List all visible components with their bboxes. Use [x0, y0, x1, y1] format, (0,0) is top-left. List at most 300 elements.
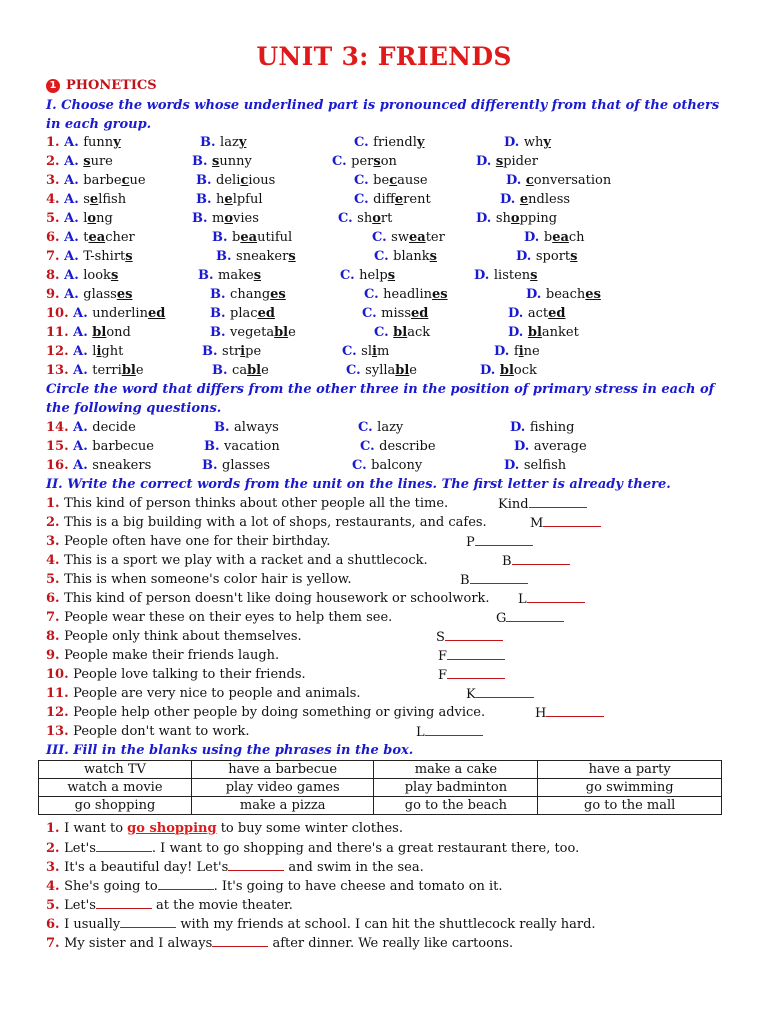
- underlined-part: es: [270, 287, 286, 302]
- word-part: l: [92, 344, 97, 359]
- first-letter: M: [530, 516, 544, 531]
- question-row: [0, 266, 768, 285]
- underlined-part: ed: [548, 306, 566, 321]
- option: [192, 209, 259, 228]
- option: [506, 171, 611, 190]
- question-row: [0, 171, 768, 190]
- option: [474, 266, 537, 285]
- word-part: str: [222, 344, 241, 359]
- vocab-question: [46, 551, 428, 570]
- word-part: pping: [519, 211, 558, 226]
- question-number: 12.: [46, 344, 74, 359]
- word-part: sl: [361, 344, 373, 359]
- question-number: 2.: [46, 515, 65, 530]
- first-letter: F: [438, 668, 448, 683]
- underlined-part: s: [288, 249, 296, 264]
- word-part: b: [543, 230, 553, 245]
- option-word: average: [533, 439, 587, 454]
- answer-blank: [447, 665, 505, 679]
- sentence-end: with my friends at school. I can hit the shuttlecock really hard.: [176, 917, 596, 932]
- question-number: 14.: [46, 420, 74, 435]
- option-letter: C.: [352, 458, 372, 473]
- question-row: [0, 456, 768, 475]
- option-letter: B.: [204, 439, 225, 454]
- sentence-end: after dinner. We really like cartoons.: [268, 936, 514, 951]
- word-part: beach: [545, 287, 586, 302]
- fill-question: [46, 933, 513, 952]
- underlined-part: bl: [395, 363, 410, 378]
- word-part: ne: [523, 344, 540, 359]
- option-word: always: [234, 420, 279, 435]
- question-text: People wear these on their eyes to help them see.: [64, 610, 393, 625]
- word-part: friendl: [373, 135, 417, 150]
- underlined-part: bl: [393, 325, 408, 340]
- question-text: This is a big building with a lot of shops, restaurants, and cafes.: [64, 515, 487, 530]
- option: [342, 342, 389, 361]
- sentence-start: It's a beautiful day! Let's: [64, 860, 229, 875]
- option-letter: A.: [64, 287, 84, 302]
- option: [216, 247, 296, 266]
- answer-blank: [425, 722, 483, 736]
- question-row: [0, 228, 768, 247]
- option-letter: C.: [354, 135, 374, 150]
- option-letter: D.: [476, 211, 496, 226]
- question-number: 3.: [46, 860, 65, 875]
- phrase-cell: have a barbecue: [191, 761, 374, 779]
- option-letter: D.: [480, 363, 500, 378]
- word-part: ng: [96, 211, 113, 226]
- underlined-part: e: [89, 192, 99, 207]
- question-number: 6.: [46, 917, 65, 932]
- word-part: blank: [393, 249, 430, 264]
- sentence-start: I want to: [64, 821, 128, 836]
- word-part: ter: [425, 230, 445, 245]
- option: [346, 361, 417, 380]
- question-text: People love talking to their friends.: [73, 667, 306, 682]
- underlined-part: e: [519, 192, 529, 207]
- underlined-part: s: [495, 154, 504, 169]
- option: [354, 171, 428, 190]
- option: [204, 437, 280, 456]
- option-letter: B.: [210, 325, 231, 340]
- option: [508, 304, 566, 323]
- option: [46, 171, 146, 190]
- option-letter: C.: [346, 363, 366, 378]
- option-letter: B.: [198, 268, 219, 283]
- word-part: vies: [233, 211, 259, 226]
- option-letter: D.: [514, 439, 534, 454]
- word-part: act: [527, 306, 549, 321]
- option: [332, 152, 397, 171]
- word-part: sylla: [365, 363, 396, 378]
- option: [210, 304, 275, 323]
- option: [196, 171, 275, 190]
- answer-blank: [476, 684, 534, 698]
- word-part: pe: [245, 344, 262, 359]
- answer-line: [498, 494, 587, 513]
- option-letter: C.: [338, 211, 358, 226]
- option-letter: B.: [210, 306, 231, 321]
- option-letter: C.: [374, 249, 394, 264]
- underlined-part: s: [530, 268, 538, 283]
- option-letter: A.: [64, 173, 84, 188]
- option-letter: B.: [210, 287, 231, 302]
- option: [476, 209, 557, 228]
- option: [526, 285, 601, 304]
- option-word: barbecue: [92, 439, 154, 454]
- word-part: ack: [407, 325, 431, 340]
- word-part: cher: [105, 230, 135, 245]
- option-word: lazy: [377, 420, 404, 435]
- option-letter: C.: [364, 287, 384, 302]
- option: [510, 418, 574, 437]
- word-part: l: [83, 211, 88, 226]
- phrase-cell: watch TV: [39, 761, 192, 779]
- word-part: rent: [403, 192, 431, 207]
- option-letter: B.: [200, 135, 221, 150]
- option: [192, 152, 252, 171]
- option-letter: A.: [73, 306, 93, 321]
- option-letter: C.: [362, 306, 382, 321]
- question-number: 5.: [46, 211, 65, 226]
- vocab-question: [46, 722, 250, 741]
- sentence-end: . I want to go shopping and there's a great restaurant there, too.: [151, 841, 580, 856]
- answer-line: [416, 722, 483, 741]
- option: [504, 133, 551, 152]
- answer-line: [496, 608, 564, 627]
- option-word: describe: [379, 439, 436, 454]
- word-part: terri: [92, 363, 122, 378]
- vocab-question: [46, 532, 330, 551]
- vocab-question: [46, 570, 352, 589]
- underlined-part: bl: [274, 325, 289, 340]
- word-part: unny: [219, 154, 252, 169]
- option-letter: C.: [354, 192, 374, 207]
- underlined-part: o: [510, 211, 520, 226]
- option: [46, 418, 136, 437]
- question-number: 13.: [46, 724, 74, 739]
- option-letter: D.: [510, 420, 530, 435]
- part2-instruction: II. Write the correct words from the unit on the lines. The first letter is already there.: [46, 477, 671, 492]
- vocab-question: [46, 589, 490, 608]
- underlined-part: s: [125, 249, 133, 264]
- underlined-part: o: [224, 211, 234, 226]
- word-part: b: [232, 230, 241, 245]
- first-letter: P: [466, 535, 475, 550]
- sentence-start: She's going to: [64, 879, 158, 894]
- option: [202, 342, 261, 361]
- answer-blank: [512, 551, 570, 565]
- option: [46, 247, 133, 266]
- option-letter: B.: [192, 154, 213, 169]
- underlined-part: i: [240, 344, 246, 359]
- question-number: 7.: [46, 936, 65, 951]
- question-number: 3.: [46, 534, 65, 549]
- option-word: vacation: [224, 439, 280, 454]
- underlined-part: ed: [147, 306, 166, 321]
- word-part: ause: [397, 173, 428, 188]
- question-row: [0, 323, 768, 342]
- option: [508, 323, 579, 342]
- word-part: chang: [230, 287, 271, 302]
- option: [352, 456, 422, 475]
- part3-instruction: III. Fill in the blanks using the phrases in the box.: [46, 743, 414, 758]
- word-part: e: [135, 363, 144, 378]
- underlined-part: y: [543, 135, 551, 150]
- underlined-part: o: [87, 211, 97, 226]
- option-letter: A.: [73, 325, 93, 340]
- word-part: lpful: [232, 192, 263, 207]
- answer-blank: [158, 876, 214, 890]
- option-letter: D.: [524, 230, 544, 245]
- phrase-row: [39, 761, 722, 779]
- option-letter: B.: [192, 211, 213, 226]
- question-number: 1.: [46, 496, 65, 511]
- question-number: 2.: [46, 841, 65, 856]
- underlined-part: o: [372, 211, 381, 226]
- option: [340, 266, 395, 285]
- word-part: diff: [373, 192, 395, 207]
- question-row: [0, 437, 768, 456]
- question-number: 7.: [46, 249, 65, 264]
- option: [500, 190, 570, 209]
- question-number: 4.: [46, 879, 65, 894]
- underlined-part: e: [224, 192, 233, 207]
- question-number: 8.: [46, 629, 65, 644]
- word-part: e: [409, 363, 417, 378]
- option: [46, 209, 113, 228]
- option: [504, 456, 566, 475]
- option: [358, 418, 403, 437]
- question-number: 1.: [46, 821, 65, 836]
- option: [198, 266, 261, 285]
- sentence-end: and swim in the sea.: [284, 860, 424, 875]
- section-title: PHONETICS: [66, 78, 157, 93]
- underlined-part: s: [83, 154, 91, 169]
- stress-instruction: Circle the word that differs from the other three in the position of primary stress in each of the following questions.: [46, 382, 715, 416]
- section-heading: [46, 78, 157, 93]
- option-letter: A.: [64, 249, 84, 264]
- option-letter: C.: [372, 230, 392, 245]
- phrase-cell: play video games: [191, 779, 374, 797]
- answer-line: [502, 551, 570, 570]
- question-number: 7.: [46, 610, 65, 625]
- fill-question: [46, 819, 403, 838]
- question-number: 11.: [46, 686, 74, 701]
- underlined-part: s: [253, 268, 262, 283]
- answer-blank: [475, 532, 533, 546]
- answer-line: [466, 532, 533, 551]
- word-part: ious: [248, 173, 276, 188]
- first-letter: F: [438, 649, 448, 664]
- underlined-part: bl: [121, 363, 136, 378]
- example-answer: go shopping: [127, 821, 217, 836]
- underlined-part: ea: [88, 230, 106, 245]
- word-part: funn: [83, 135, 114, 150]
- first-letter: G: [496, 611, 507, 626]
- word-part: e: [261, 363, 269, 378]
- underlined-part: i: [518, 344, 524, 359]
- underlined-part: bl: [499, 363, 514, 378]
- option: [514, 437, 587, 456]
- word-part: ght: [101, 344, 124, 359]
- phrase-box: [38, 760, 722, 815]
- underlined-part: c: [525, 173, 534, 188]
- word-part: sh: [495, 211, 511, 226]
- question-number: 10.: [46, 667, 74, 682]
- question-text: People help other people by doing something or giving advice.: [73, 705, 486, 720]
- word-part: T-shirt: [83, 249, 126, 264]
- word-part: ca: [232, 363, 248, 378]
- option: [516, 247, 577, 266]
- option-letter: A.: [64, 135, 84, 150]
- underlined-part: s: [373, 154, 381, 169]
- sentence-start: Let's: [64, 898, 96, 913]
- answer-line: [466, 684, 534, 703]
- word-part: h: [216, 192, 225, 207]
- first-letter: L: [416, 725, 425, 740]
- answer-blank: [527, 589, 585, 603]
- fill-question: [46, 914, 596, 933]
- underlined-part: s: [110, 268, 119, 283]
- word-part: t: [83, 230, 89, 245]
- first-letter: B: [460, 573, 470, 588]
- question-row: [0, 209, 768, 228]
- underlined-part: i: [96, 344, 102, 359]
- question-row: [0, 304, 768, 323]
- option-letter: D.: [508, 306, 528, 321]
- option: [46, 133, 121, 152]
- section-number-badge: 1: [46, 79, 60, 93]
- answer-blank: [445, 627, 503, 641]
- question-number: 11.: [46, 325, 74, 340]
- word-part: sport: [535, 249, 571, 264]
- question-text: People make their friends laugh.: [64, 648, 280, 663]
- word-part: ock: [513, 363, 537, 378]
- answer-line: [438, 646, 505, 665]
- underlined-part: s: [570, 249, 578, 264]
- option-letter: B.: [196, 192, 217, 207]
- underlined-part: y: [416, 135, 425, 150]
- underlined-part: bl: [92, 325, 107, 340]
- option: [46, 361, 144, 380]
- option-letter: B.: [202, 458, 223, 473]
- word-part: barbe: [83, 173, 122, 188]
- underlined-part: ea: [240, 230, 258, 245]
- underlined-part: s: [429, 249, 437, 264]
- word-part: ch: [568, 230, 585, 245]
- question-row: [0, 190, 768, 209]
- option: [338, 209, 392, 228]
- word-part: miss: [381, 306, 411, 321]
- option: [210, 285, 286, 304]
- option: [354, 133, 424, 152]
- option: [46, 456, 151, 475]
- option-letter: C.: [342, 344, 362, 359]
- option-letter: B.: [212, 363, 233, 378]
- option-letter: C.: [360, 439, 380, 454]
- question-text: People don't want to work.: [73, 724, 250, 739]
- option-letter: D.: [504, 135, 524, 150]
- option: [212, 228, 292, 247]
- option-letter: A.: [73, 420, 93, 435]
- fill-question: [46, 857, 424, 876]
- underlined-part: ed: [257, 306, 275, 321]
- option-letter: C.: [332, 154, 352, 169]
- option-letter: C.: [374, 325, 394, 340]
- option-letter: D.: [504, 458, 524, 473]
- option-word: glasses: [222, 458, 270, 473]
- option: [354, 190, 431, 209]
- option: [524, 228, 585, 247]
- phrase-cell: make a cake: [374, 761, 538, 779]
- phrase-cell: go swimming: [538, 779, 722, 797]
- option-letter: A.: [64, 230, 84, 245]
- option-letter: A.: [64, 268, 84, 283]
- phrase-cell: go to the beach: [374, 797, 538, 815]
- option-word: fishing: [529, 420, 575, 435]
- answer-blank: [529, 494, 587, 508]
- option-letter: A.: [73, 458, 93, 473]
- fill-question: [46, 876, 503, 895]
- option-letter: A.: [64, 154, 84, 169]
- word-part: ond: [106, 325, 131, 340]
- underlined-part: e: [394, 192, 404, 207]
- word-part: ure: [90, 154, 113, 169]
- option-letter: D.: [474, 268, 494, 283]
- question-text: People are very nice to people and animals.: [73, 686, 361, 701]
- option: [46, 304, 165, 323]
- word-part: m: [212, 211, 225, 226]
- option-letter: C.: [358, 420, 378, 435]
- phrase-cell: watch a movie: [39, 779, 192, 797]
- option: [46, 266, 118, 285]
- question-row: [0, 133, 768, 152]
- word-part: plac: [230, 306, 258, 321]
- underlined-part: s: [212, 154, 220, 169]
- option: [196, 190, 263, 209]
- underlined-part: bl: [527, 325, 542, 340]
- option: [364, 285, 448, 304]
- underlined-part: es: [432, 287, 448, 302]
- word-part: per: [351, 154, 374, 169]
- question-number: 6.: [46, 230, 65, 245]
- option: [46, 190, 126, 209]
- question-text: This kind of person thinks about other people all the time.: [64, 496, 449, 511]
- word-part: sneaker: [236, 249, 289, 264]
- word-part: listen: [493, 268, 531, 283]
- option-letter: A.: [73, 344, 93, 359]
- answer-blank: [470, 570, 528, 584]
- word-part: sw: [391, 230, 409, 245]
- option: [202, 456, 270, 475]
- sentence-end: to buy some winter clothes.: [216, 821, 403, 836]
- answer-line: [530, 513, 601, 532]
- fill-question: [46, 895, 293, 914]
- word-part: utiful: [257, 230, 293, 245]
- option-letter: D.: [494, 344, 514, 359]
- option: [46, 285, 132, 304]
- option-letter: D.: [526, 287, 546, 302]
- question-number: 4.: [46, 192, 65, 207]
- vocab-question: [46, 494, 448, 513]
- answer-blank: [228, 857, 284, 871]
- option-word: sneakers: [92, 458, 152, 473]
- option: [212, 361, 269, 380]
- option-word: selfish: [523, 458, 567, 473]
- word-part: vegeta: [230, 325, 275, 340]
- option-letter: B.: [216, 249, 237, 264]
